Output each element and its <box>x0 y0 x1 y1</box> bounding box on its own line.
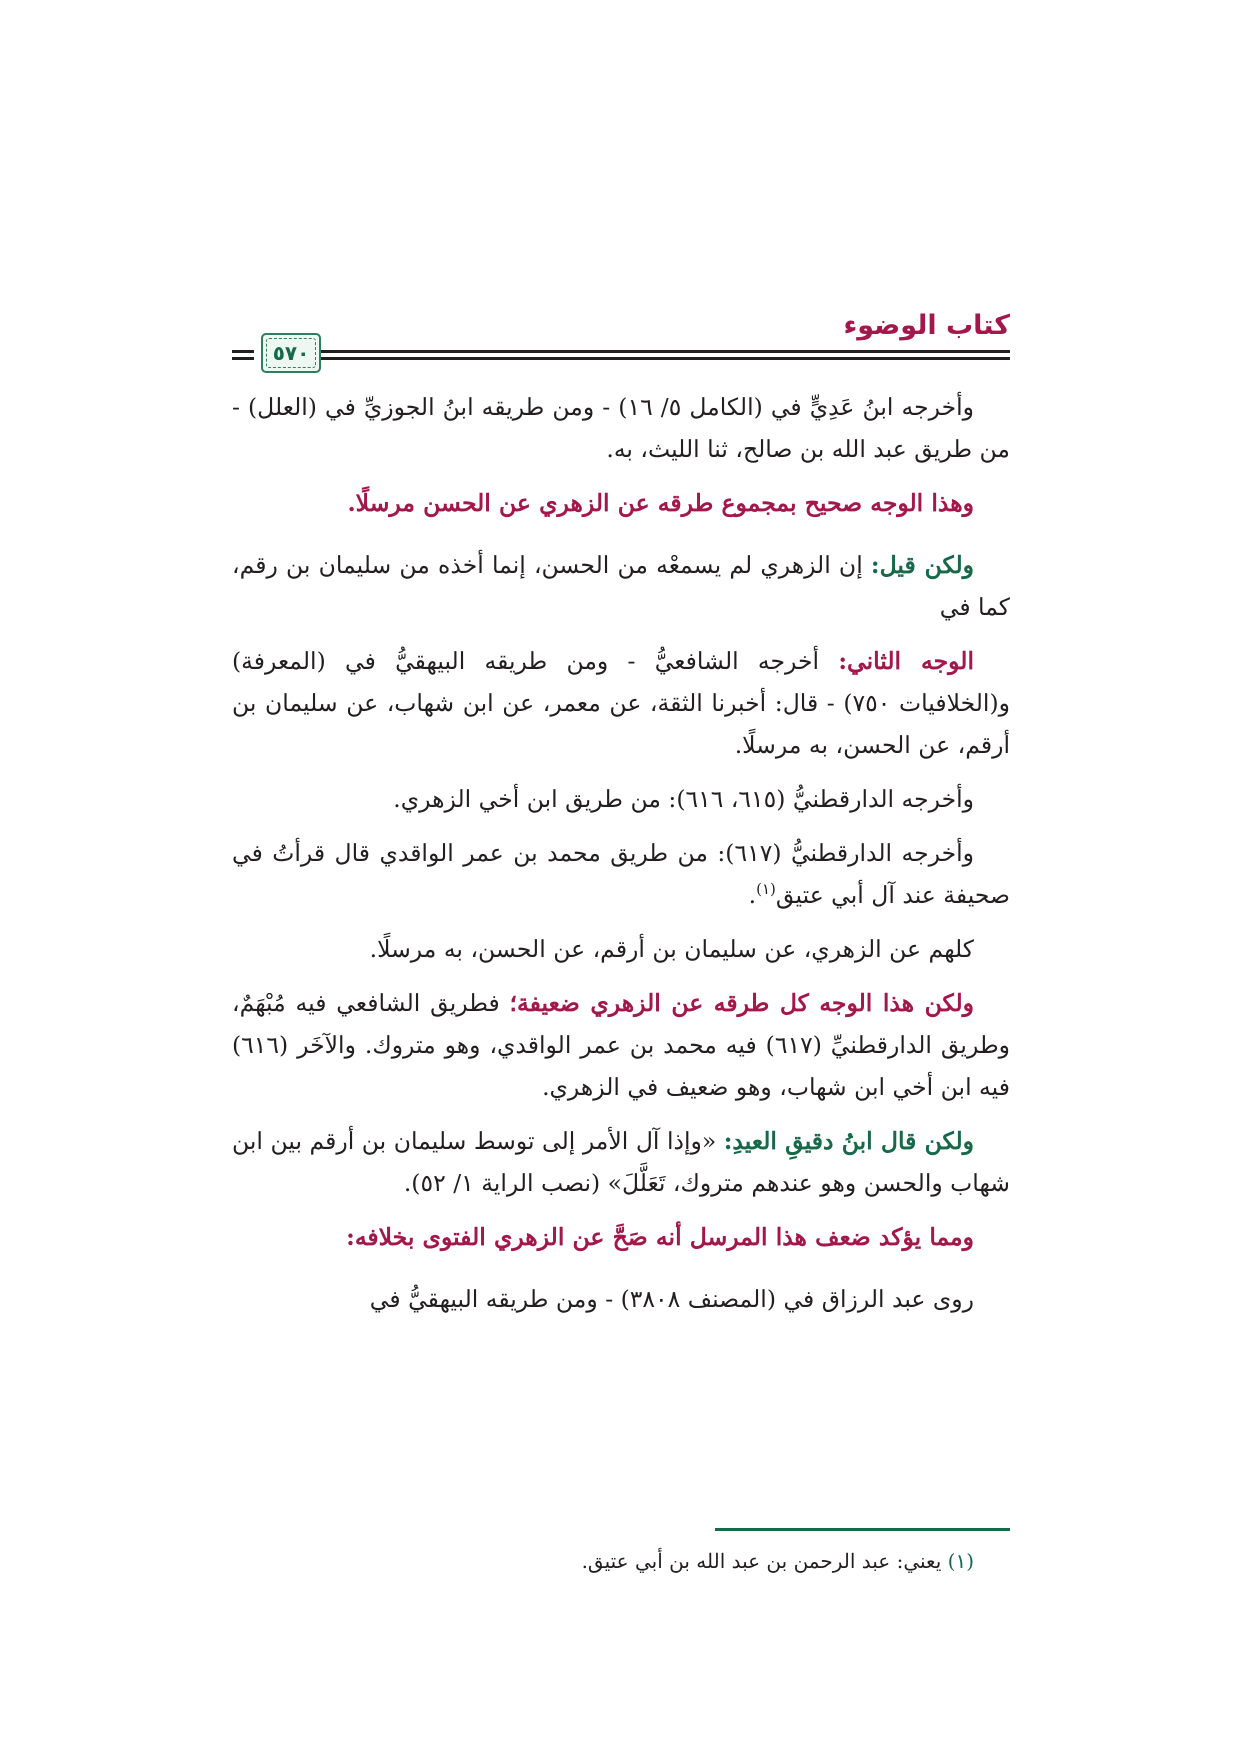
page-number: ٥٧٠ <box>272 341 310 365</box>
header-rule-left-bottom <box>232 357 254 360</box>
paragraph-9 <box>232 1120 1010 1204</box>
paragraph-3-text: إن الزهري لم يسمعْه من الحسن، إنما أخذه من سليمان بن رقم، كما في <box>232 551 1010 621</box>
paragraph-5: وأخرجه الدارقطنيُّ (٦١٥، ٦١٦): من طريق ابن أخي الزهري. <box>393 785 974 813</box>
footnote-reference[interactable]: (١) <box>756 880 776 899</box>
paragraph-3-lead: ولكن قيل: <box>870 551 974 579</box>
paragraph-1: وأخرجه ابنُ عَدِيٍّ في (الكامل ٥/ ١٦) - ومن طريقه ابنُ الجوزيِّ في (العلل) - من طريق عبد الله بن صالح، ثنا الليث، به. <box>232 393 1010 463</box>
paragraph-4-text: أخرجه الشافعيُّ - ومن طريقه البيهقيُّ في (المعرفة) و(الخلافيات ٧٥٠) - قال: أخبرنا الثقة، عن معمر، عن ابن شهاب، عن سليمان بن أرقم، عن الحسن، به مرسلًا. <box>232 647 1010 759</box>
paragraph-6-end: . <box>748 881 757 909</box>
footnote-separator <box>232 1528 1010 1531</box>
paragraph-4 <box>232 640 1010 766</box>
paragraph-4-lead: الوجه الثاني: <box>838 647 974 675</box>
page-body <box>232 386 1010 1332</box>
page-header <box>232 310 1010 365</box>
footnote <box>232 1544 1010 1578</box>
footnote-text: يعني: عبد الرحمن بن عبد الله بن أبي عتيق. <box>581 1549 948 1573</box>
paragraph-2-heading: وهذا الوجه صحيح بمجموع طرقه عن الزهري عن الحسن مرسلًا. <box>347 489 974 517</box>
paragraph-8 <box>232 982 1010 1108</box>
header-rule-top <box>310 350 1010 353</box>
paragraph-11: روى عبد الرزاق في (المصنف ٣٨٠٨) - ومن طريقه البيهقيُّ في <box>369 1285 974 1313</box>
book-title: كتاب الوضوء <box>843 310 1010 341</box>
header-rule-left-top <box>232 350 254 353</box>
paragraph-3 <box>232 544 1010 628</box>
paragraph-9-lead: ولكن قال ابنُ دقيقِ العيدِ: <box>723 1127 975 1155</box>
footnote-number: (١) <box>947 1549 974 1573</box>
paragraph-7: كلهم عن الزهري، عن سليمان بن أرقم، عن الحسن، به مرسلًا. <box>369 935 974 963</box>
paragraph-6 <box>232 832 1010 916</box>
paragraph-8-lead: ولكن هذا الوجه كل طرقه عن الزهري ضعيفة؛ <box>509 989 974 1017</box>
paragraph-10-heading: ومما يؤكد ضعف هذا المرسل أنه صَحَّ عن الزهري الفتوى بخلافه: <box>346 1223 974 1251</box>
paragraph-6-text: وأخرجه الدارقطنيُّ (٦١٧): من طريق محمد بن عمر الواقدي قال قرأتُ في صحيفة عند آل أبي عتيق <box>232 839 1010 909</box>
paragraph-9-text: «وإذا آل الأمر إلى توسط سليمان بن أرقم بين ابن شهاب والحسن وهو عندهم متروك، تَعَلَّلَ» (نصب الراية ١/ ٥٢). <box>232 1127 1010 1197</box>
header-rule-bottom <box>310 357 1010 360</box>
paragraph-8-text: فطريق الشافعي فيه مُبْهَمٌ، وطريق الدارقطنيِّ (٦١٧) فيه محمد بن عمر الواقدي، وهو متروك. والآخَر (٦١٦) فيه ابن أخي ابن شهاب، وهو ضعيف في الزهري. <box>232 989 1010 1101</box>
page-number-badge <box>261 333 321 373</box>
